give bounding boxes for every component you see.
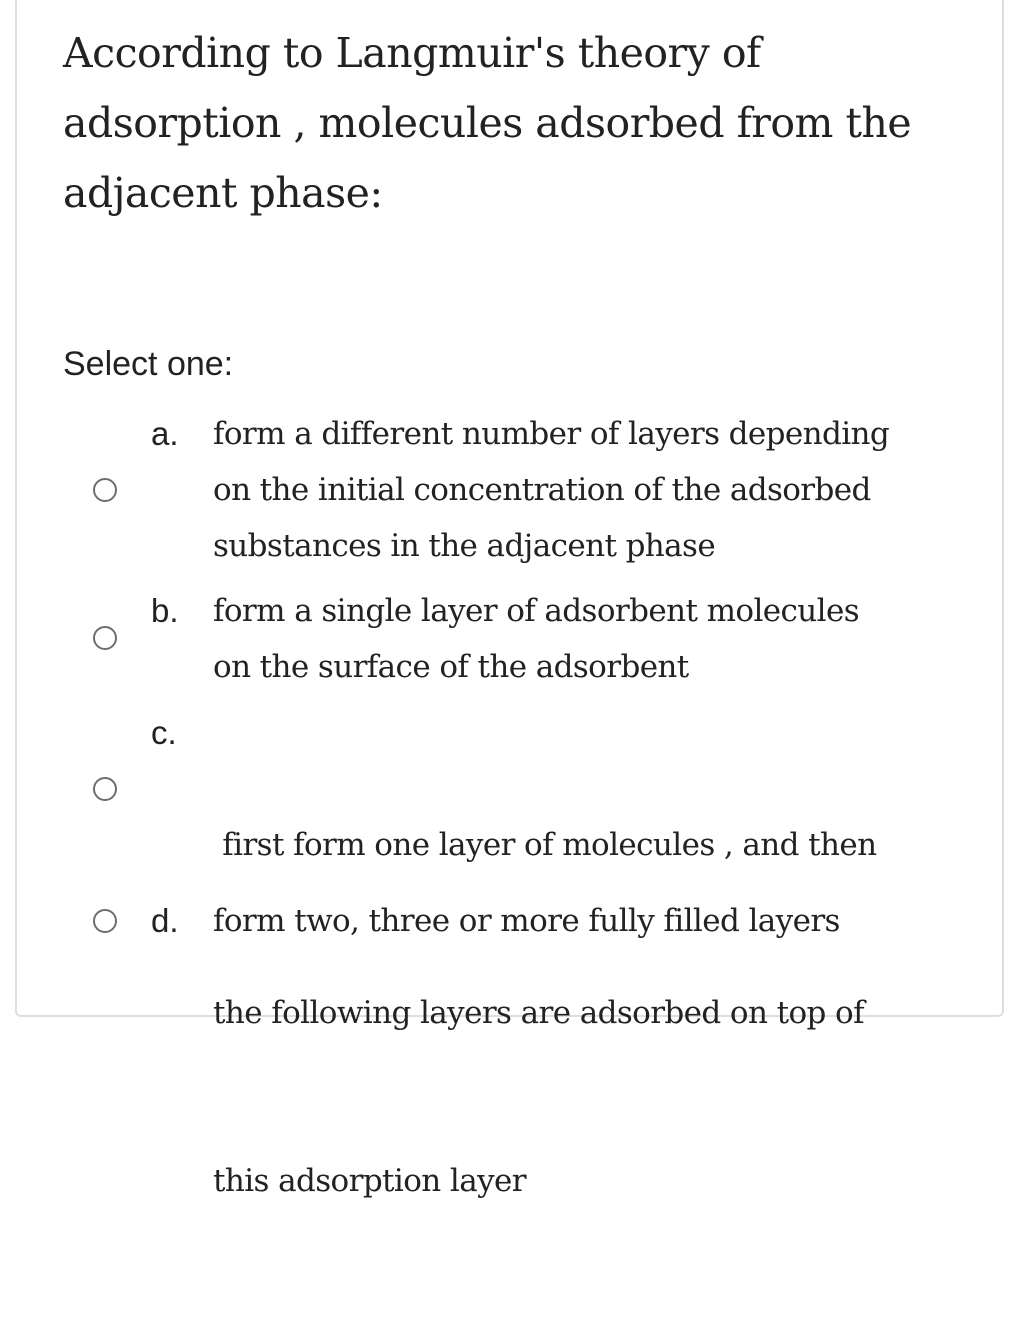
option-text	[213, 406, 973, 574]
question-line: adjacent phase:	[63, 169, 383, 217]
option-line: form two, three or more fully filled layers	[213, 903, 840, 939]
option-line: form a single layer of adsorbent molecules	[213, 593, 860, 629]
option-line: on the surface of the adsorbent	[213, 649, 689, 685]
option-text	[213, 705, 973, 1321]
option-text	[213, 583, 973, 695]
question-line: According to Langmuir's theory of	[63, 29, 761, 77]
question-text	[63, 18, 963, 228]
option-letter: d.	[151, 902, 179, 939]
option-letter: c.	[151, 714, 177, 751]
radio-button-a[interactable]	[93, 478, 117, 502]
option-line: this adsorption layer	[213, 1163, 526, 1199]
option-line: substances in the adjacent phase	[213, 528, 716, 564]
option-letter: b.	[151, 592, 179, 629]
radio-button-c[interactable]	[93, 777, 117, 801]
option-letter: a.	[151, 415, 179, 452]
option-line: first form one layer of molecules , and then	[213, 827, 877, 863]
option-line: the following layers are adsorbed on top of	[213, 995, 864, 1031]
option-line: on the initial concentration of the adsorbed	[213, 472, 871, 508]
select-one-label: Select one:	[63, 345, 234, 383]
radio-button-b[interactable]	[93, 626, 117, 650]
option-text	[213, 893, 973, 949]
option-line: form a different number of layers depending	[213, 416, 890, 452]
radio-button-d[interactable]	[93, 909, 117, 933]
question-line: adsorption , molecules adsorbed from the	[63, 99, 912, 147]
